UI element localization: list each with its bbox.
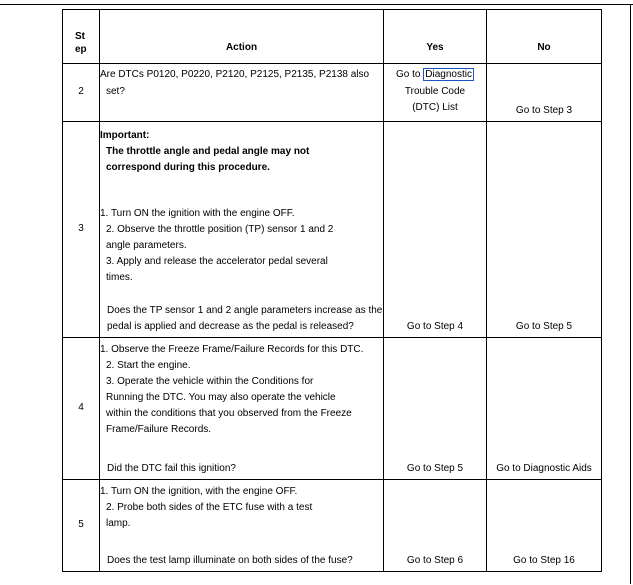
header-step-line2: ep — [75, 44, 87, 55]
diagnostic-link[interactable]: Diagnostic — [425, 69, 472, 80]
step-number: 3 — [63, 122, 100, 338]
action-cell — [100, 338, 384, 480]
yes-prefix: Go to — [396, 69, 421, 80]
step-number: 2 — [63, 64, 100, 122]
step-instruction: 3. Operate the vehicle within the Conditions for — [106, 376, 314, 387]
yes-text: Go to Step 5 — [406, 462, 464, 474]
step-instruction: 1. Turn ON the ignition with the engine OFF. — [100, 208, 295, 219]
no-text: Go to Diagnostic Aids — [496, 462, 592, 474]
step-instruction: 2. Probe both sides of the ETC fuse with a test — [106, 502, 313, 513]
action-cell — [100, 122, 384, 338]
question-text: Does the TP sensor 1 and 2 angle parameters increase as the — [107, 305, 383, 316]
right-rule — [630, 4, 631, 584]
step-instruction: 1. Turn ON the ignition, with the engine OFF. — [100, 486, 298, 497]
table-row — [63, 122, 602, 338]
yes-text: Trouble Code — [404, 85, 466, 97]
no-text: Go to Step 3 — [515, 104, 573, 116]
yes-text: Go to Step 6 — [406, 554, 464, 566]
yes-text: Go to Step 4 — [406, 320, 464, 332]
no-cell — [487, 64, 602, 122]
question-text: Did the DTC fail this ignition? — [107, 463, 236, 474]
step-number: 4 — [63, 338, 100, 480]
step-instruction: Frame/Failure Records. — [106, 424, 212, 435]
header-row — [63, 10, 602, 64]
no-cell — [487, 480, 602, 572]
yes-cell — [384, 338, 487, 480]
header-no: No — [487, 10, 602, 64]
action-text: Are DTCs P0120, P0220, P2120, P2125, P2135, P2138 also — [100, 69, 370, 80]
header-action: Action — [100, 10, 384, 64]
step-instruction: 3. Apply and release the accelerator pedal several — [106, 256, 328, 267]
step-instruction: within the conditions that you observed from the Freeze — [106, 408, 352, 419]
yes-text: (DTC) List — [412, 102, 458, 113]
step-instruction: 1. Observe the Freeze Frame/Failure Records for this DTC. — [100, 344, 364, 355]
step-instruction: angle parameters. — [106, 240, 187, 251]
yes-cell — [384, 64, 487, 122]
important-text: correspond during this procedure. — [106, 162, 270, 173]
procedure-table — [62, 9, 602, 572]
important-title: Important: — [100, 130, 150, 141]
important-text: The throttle angle and pedal angle may not — [106, 146, 310, 157]
question-text: Does the test lamp illuminate on both sides of the fuse? — [107, 555, 353, 566]
header-step-line1: St — [75, 31, 85, 42]
step-instruction: Running the DTC. You may also operate the vehicle — [106, 392, 336, 403]
action-cell — [100, 480, 384, 572]
no-text: Go to Step 5 — [515, 320, 573, 332]
step-instruction: times. — [106, 272, 133, 283]
action-cell — [100, 64, 384, 122]
table-row — [63, 338, 602, 480]
action-text: set? — [106, 85, 125, 97]
question-text: pedal is applied and decrease as the pedal is released? — [107, 321, 354, 332]
step-instruction: lamp. — [106, 518, 131, 529]
step-instruction: 2. Start the engine. — [106, 360, 191, 371]
table-row — [63, 64, 602, 122]
yes-cell — [384, 480, 487, 572]
table-row — [63, 480, 602, 572]
header-step — [63, 10, 100, 64]
yes-cell — [384, 122, 487, 338]
step-instruction: 2. Observe the throttle position (TP) sensor 1 and 2 — [106, 224, 334, 235]
top-rule — [0, 4, 633, 5]
step-number: 5 — [63, 480, 100, 572]
no-text: Go to Step 16 — [513, 554, 575, 566]
header-yes: Yes — [384, 10, 487, 64]
no-cell — [487, 122, 602, 338]
no-cell — [487, 338, 602, 480]
